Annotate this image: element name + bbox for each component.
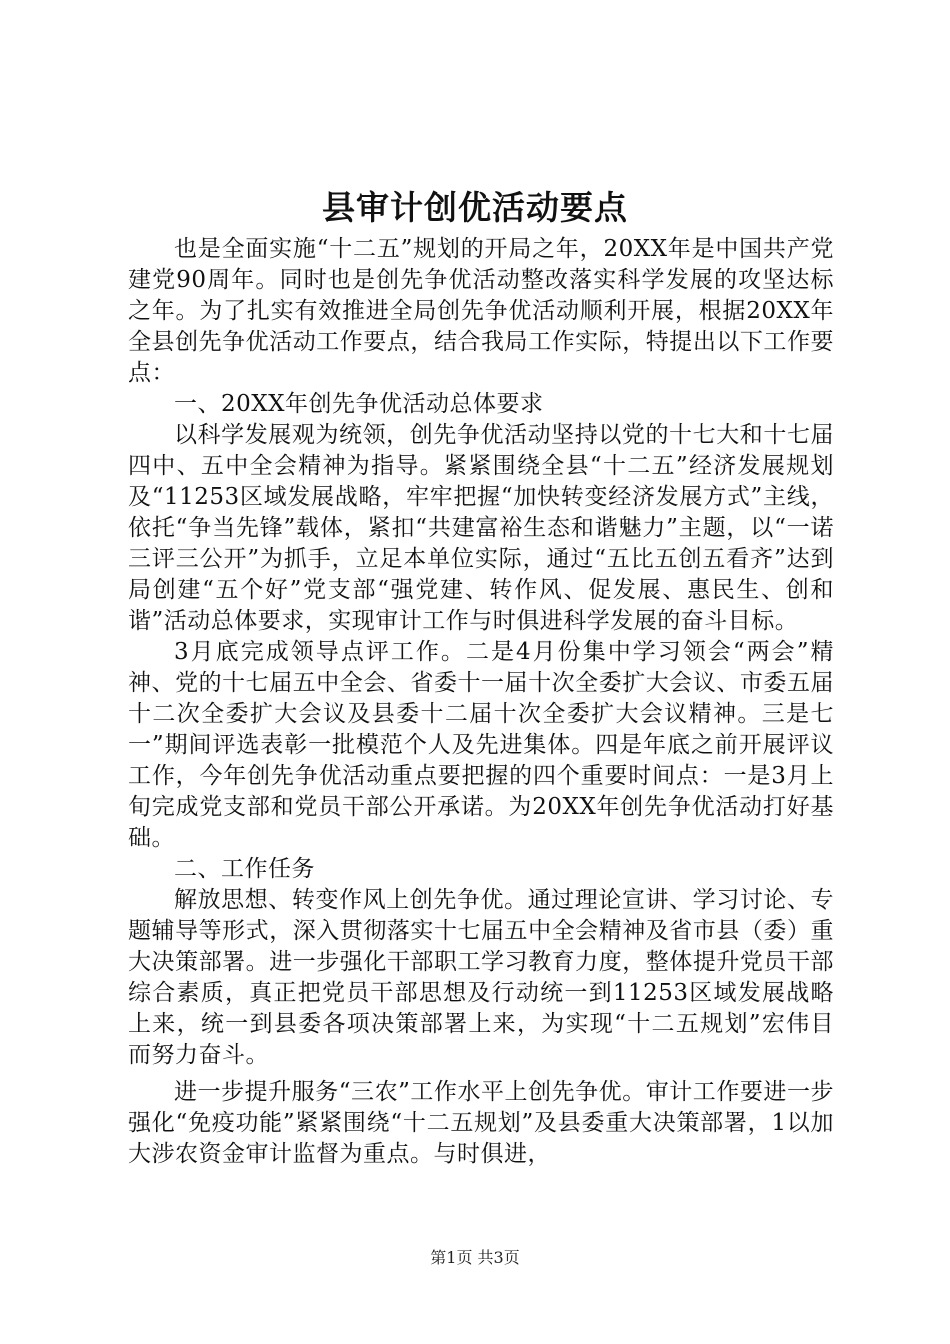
paragraph-schedule: 3月底完成领导点评工作。二是4月份集中学习领会“两会”精神、党的十七届五中全会、省委十一届十次全委扩大会议、市委五届十二次全委扩大会议及县委十二届十次全委扩大会议精神。三是七一”期间评选表彰一批模范个人及先进集体。四是年底之前开展评议工作，今年创先争优活动重点要把握的四个重要时间点：一是3月上旬完成党支部和党员干部公开承诺。为20XX年创先争优活动打好基础。 — [128, 639, 834, 851]
paragraph-task-emancipate-mind: 解放思想、转变作风上创先争优。通过理论宣讲、学习讨论、专题辅导等形式，深入贯彻落实十七届五中全会精神及省市县（委）重大决策部署。进一步强化干部职工学习教育力度，整体提升党员干部综合素质，真正把党员干部思想及行动统一到11253区域发展战略上来，统一到县委各项决策部署上来，为实现“十二五规划”宏伟目而努力奋斗。 — [128, 887, 834, 1068]
paragraph-task-rural-service: 进一步提升服务“三农”工作水平上创先争优。审计工作要进一步强化“免疫功能”紧紧围绕“十二五规划”及县委重大决策部署，1以加大涉农资金审计监督为重点。与时俱进， — [128, 1079, 834, 1167]
paragraph-intro: 也是全面实施“十二五”规划的开局之年，20XX年是中国共产党建党90周年。同时也是创先争优活动整改落实科学发展的攻坚达标之年。为了扎实有效推进全局创先争优活动顺利开展，根据20XX年全县创先争优活动工作要点，结合我局工作实际，特提出以下工作要点： — [128, 236, 834, 386]
paragraph-guiding-principles: 以科学发展观为统领，创先争优活动坚持以党的十七大和十七届四中、五中全会精神为指导。紧紧围绕全县“十二五”经济发展规划及“11253区域发展战略，牢牢把握“加快转变经济发展方式”主线，依托“争当先锋”载体，紧扣“共建富裕生态和谐魅力”主题，以“一诺三评三公开”为抓手，立足本单位实际，通过“五比五创五看齐”达到局创建“五个好”党支部“强党建、转作风、促发展、惠民生、创和谐”活动总体要求，实现审计工作与时俱进科学发展的奋斗目标。 — [128, 422, 834, 634]
page-number-footer: 第1页 共3页 — [430, 1248, 520, 1267]
document-body — [128, 234, 834, 1170]
section-heading-work-tasks: 二、工作任务 — [174, 856, 315, 882]
document-title: 县审计创优活动要点 — [322, 188, 628, 227]
section-heading-general-requirements: 一、20XX年创先争优活动总体要求 — [174, 391, 544, 417]
